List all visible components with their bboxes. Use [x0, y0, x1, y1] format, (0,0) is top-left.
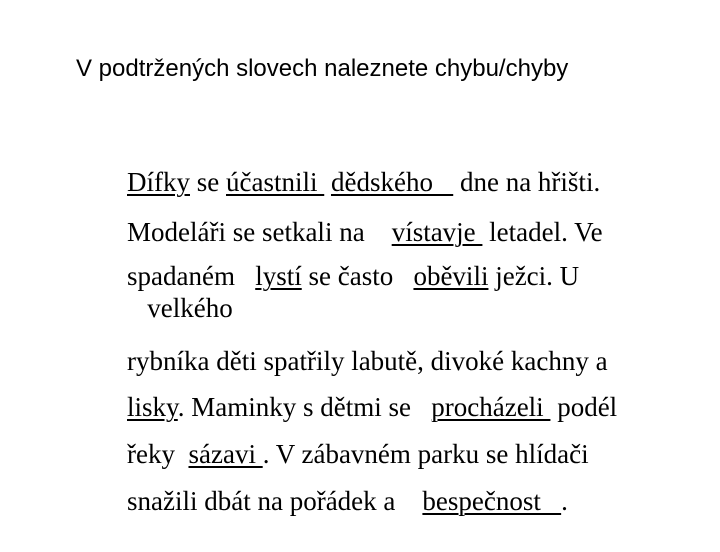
text-fragment: snažili dbát na pořádek a	[127, 486, 423, 516]
underlined-word: dědského	[330, 167, 454, 197]
text-fragment: Modeláři se setkali na	[127, 217, 392, 247]
text-fragment: ježci. U	[488, 261, 580, 291]
underlined-word: procházeli	[431, 392, 551, 422]
underlined-word: bespečnost	[422, 486, 562, 516]
text-fragment: letadel. Ve	[482, 217, 603, 247]
text-fragment: spadaném	[127, 261, 256, 291]
text-line	[100, 450, 568, 552]
text-fragment: se často	[301, 261, 414, 291]
underlined-word: lystí	[255, 261, 302, 291]
underlined-word: oběvili	[413, 261, 489, 291]
underlined-word: Dífky	[127, 167, 190, 197]
text-fragment: řeky	[127, 439, 189, 469]
text-fragment: .	[561, 486, 568, 516]
page-title: V podtržených slovech naleznete chybu/chyby	[76, 55, 569, 82]
text-fragment: . Maminky s dětmi se	[177, 392, 432, 422]
text-fragment: velkého	[127, 293, 233, 323]
text-fragment: se	[190, 167, 226, 197]
text-fragment: podél	[550, 392, 618, 422]
text-fragment: . V zábavném parku se hlídači	[262, 439, 589, 469]
underlined-word: lisky	[127, 392, 178, 422]
underlined-word: účastnili	[226, 167, 325, 197]
underlined-word: vístavje	[391, 217, 483, 247]
text-fragment: rybníka děti spatřily labutě, divoké kachny a	[127, 346, 608, 376]
underlined-word: sázavi	[188, 439, 263, 469]
text-fragment: dne na hřišti.	[453, 167, 601, 197]
